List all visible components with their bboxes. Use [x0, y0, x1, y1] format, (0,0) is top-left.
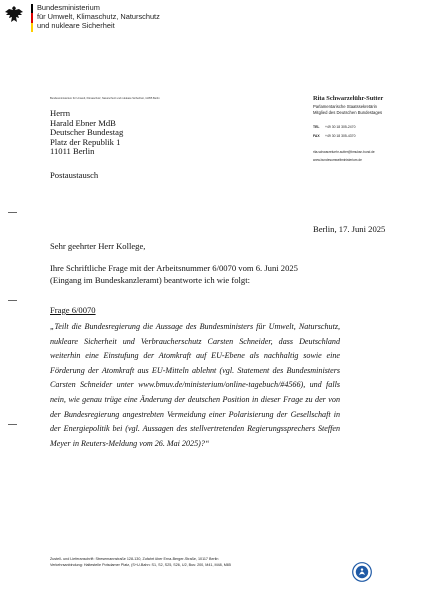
- sender-web-link[interactable]: www.bundesumweltministerium.de: [313, 158, 362, 162]
- address-line: Harald Ebner MdB: [50, 117, 116, 128]
- sender-role-line: Mitglied des Deutschen Bundestages: [313, 110, 383, 115]
- footer-line: Zustell- und Lieferanschrift: Stresemannstraße 128-130, Zufahrt über Erna-Berger-Straße, 10117 Berlin: [50, 557, 219, 561]
- address-line: Deutscher Bundestag: [50, 127, 124, 138]
- german-flag-bar: [31, 4, 33, 32]
- flag-stripe-black: [31, 4, 33, 13]
- flag-stripe-red: [31, 13, 33, 22]
- question-text: „Teilt die Bundesregierung die Aussage des Bundesministers für Umwelt, Naturschutz, nukleare Sicherheit und Verbraucherschutz Carsten Schneider, dass Deutschland weiterhin eine Einstufung der Atomkraft auf EU-Ebene als nachhaltig sowie eine Förderung der Atomkraft aus EU-Mitteln ablehnt (vgl. Statement des Bundesministers Carsten Schneider unter www.bmuv.de/ministerium/online-tagebuch/#4566), und falls nein, wie genau trüge eine Änderung der deutschen Position in dieser Frage zu der von der Bundesregierung angestrebten Vermeidung einer Polarisierung der Gesellschaft in der Energiepolitik bei (vgl. Aussagen des stellvertretenden Regierungssprechers Steffen Meyer in Reuters-Meldung vom 26. Mai 2025)?“: [50, 322, 340, 448]
- tel-label: TEL: [313, 125, 320, 129]
- punch-mark: [8, 300, 17, 301]
- sender-role-line: Parlamentarische Staatssekretärin: [313, 104, 378, 109]
- flag-stripe-gold: [31, 23, 33, 32]
- intro-paragraph: Ihre Schriftliche Frage mit der Arbeitsnummer 6/0070 vom 6. Juni 2025 (Eingang im Bundeskanzleramt) beantworte ich wie folgt:: [50, 263, 298, 285]
- footer: [50, 557, 231, 568]
- fax-label: FAX: [313, 133, 320, 138]
- address-line: Platz der Republik 1: [50, 136, 121, 147]
- ministry-line: für Umwelt, Klimaschutz, Naturschutz: [37, 12, 160, 21]
- ministry-name: [37, 3, 160, 30]
- salutation: Sehr geehrter Herr Kollege,: [50, 241, 146, 251]
- federal-eagle-icon: [3, 4, 25, 26]
- letter-date: Berlin, 17. Juni 2025: [313, 224, 386, 234]
- sender-name: Rita Schwarzelühr-Sutter: [313, 95, 384, 102]
- sender-links: [313, 148, 423, 164]
- ministry-line: und nukleare Sicherheit: [37, 21, 115, 30]
- fax-row: [313, 132, 423, 141]
- tel-value: +49 30 18 305-2470: [325, 125, 356, 129]
- sender-email-link[interactable]: rita.schwarzeluehr-sutter@bmuksn.bund.de: [313, 150, 375, 154]
- sender-contact: [313, 123, 423, 140]
- tel-row: [313, 123, 423, 132]
- sender-role: [313, 104, 423, 116]
- fold-mark: [8, 424, 17, 425]
- footer-line: Verkehrsanbindung: Haltestelle Potsdamer Platz, (S+U-Bahn: S1, S2, S25, S26, U2, Bus: 200, M41, M48, M85: [50, 562, 231, 567]
- sender-info-block: [313, 95, 423, 164]
- fax-value: +49 30 18 305-4370: [325, 133, 356, 138]
- blue-angel-eco-seal-icon: [352, 562, 372, 582]
- question-label: Frage 6/0070: [50, 305, 96, 315]
- address-line: Herrn: [50, 108, 71, 118]
- postal-note: Postaustausch: [50, 170, 99, 180]
- sender-return-line: Bundesministerium für Umwelt, Klimaschutz, Naturschutz und nukleare Sicherheit, 11055 Berlin: [50, 97, 160, 100]
- address-line: 11011 Berlin: [50, 146, 95, 157]
- fold-mark: [8, 212, 17, 213]
- ministry-line: Bundesministerium: [37, 3, 100, 12]
- recipient-address: [50, 109, 123, 157]
